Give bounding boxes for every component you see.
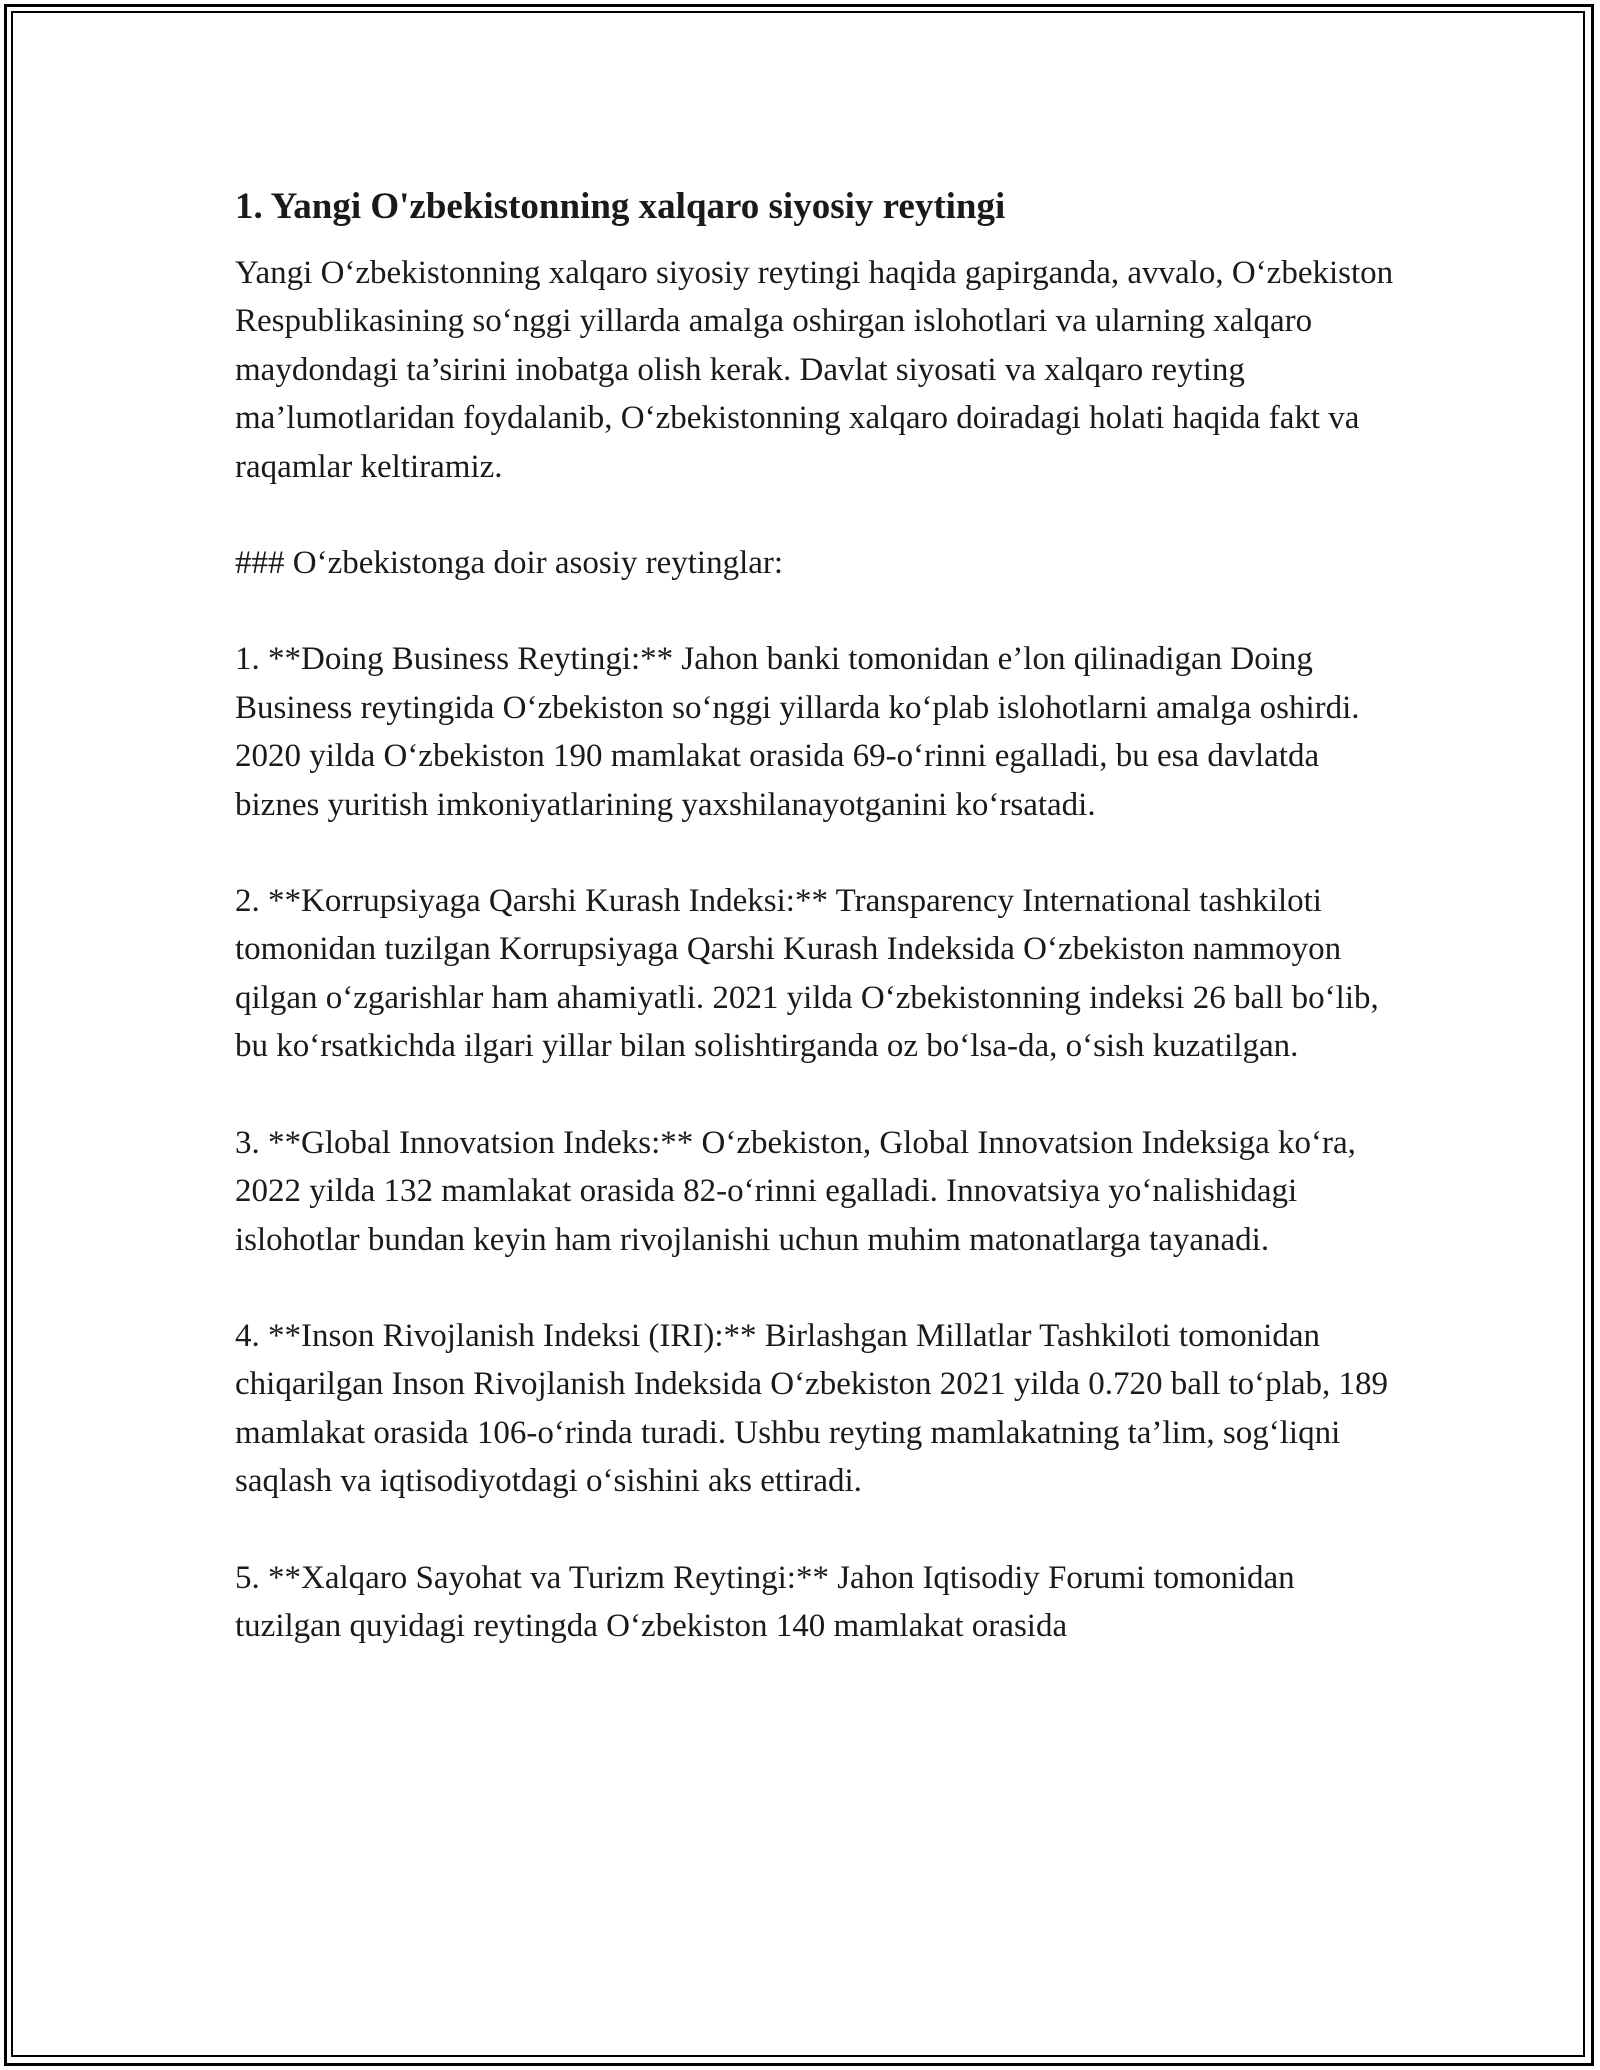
rating-item-corruption-index: 2. **Korrupsiyaga Qarshi Kurash Indeksi:** Transparency International tashkiloti tomonidan tuzilgan Korrupsiyaga Qarshi Kurash Indeksida O‘zbekiston nammoyon qilgan o‘zgarishlar ham ahamiyatli. 2021 yilda O‘zbekistonning indeksi 26 ball bo‘lib, bu ko‘rsatkichda ilgari yillar bilan solishtirganda oz bo‘lsa-da, o‘sish kuzatilgan. [235,883,1379,1065]
rating-item-innovation-index: 3. **Global Innovatsion Indeks:** O‘zbekiston, Global Innovatsion Indeksiga ko‘ra, 2022 yilda 132 mamlakat orasida 82-o‘rinni egalladi. Innovatsiya yo‘nalishidagi islohotlar bundan keyin ham rivojlanishi uchun muhim matonatlarga tayanadi. [235,1124,1356,1258]
intro-paragraph: Yangi O‘zbekistonning xalqaro siyosiy reytingi haqida gapirganda, avvalo, O‘zbekiston Respublikasining so‘nggi yillarda amalga oshirgan islohotlari va ularning xalqaro maydondagi ta’sirini inobatga olish kerak. Davlat siyosati va xalqaro reyting ma’lumotlaridan foydalanib, O‘zbekistonning xalqaro doiradagi holati haqida fakt va raqamlar keltiramiz. [235,255,1394,485]
document-title: 1. Yangi O'zbekistonning xalqaro siyosiy reytingi [235,186,1006,227]
rating-item-human-development-index: 4. **Inson Rivojlanish Indeksi (IRI):** Birlashgan Millatlar Tashkiloti tomonidan chiqarilgan Inson Rivojlanish Indeksida O‘zbekiston 2021 yilda 0.720 ball to‘plab, 189 mamlakat orasida 106-o‘rinda turadi. Ushbu reyting mamlakatning ta’lim, sog‘liqni saqlash va iqtisodiyotdagi o‘sishini aks ettiradi. [235,1317,1388,1500]
section-heading: ### O‘zbekistonga doir asosiy reytinglar: [235,545,784,582]
document-body [235,183,1395,1650]
rating-item-travel-tourism: 5. **Xalqaro Sayohat va Turizm Reytingi:** Jahon Iqtisodiy Forumi tomonidan tuzilgan quyidagi reytingda O‘zbekiston 140 mamlakat orasida [235,1559,1295,1644]
rating-item-doing-business: 1. **Doing Business Reytingi:** Jahon banki tomonidan e’lon qilinadigan Doing Business reytingida O‘zbekiston so‘nggi yillarda ko‘plab islohotlarni amalga oshirdi. 2020 yilda O‘zbekiston 190 mamlakat orasida 69-o‘rinni egalladi, bu esa davlatda biznes yuritish imkoniyatlarining yaxshilanayotganini ko‘rsatadi. [235,641,1360,823]
